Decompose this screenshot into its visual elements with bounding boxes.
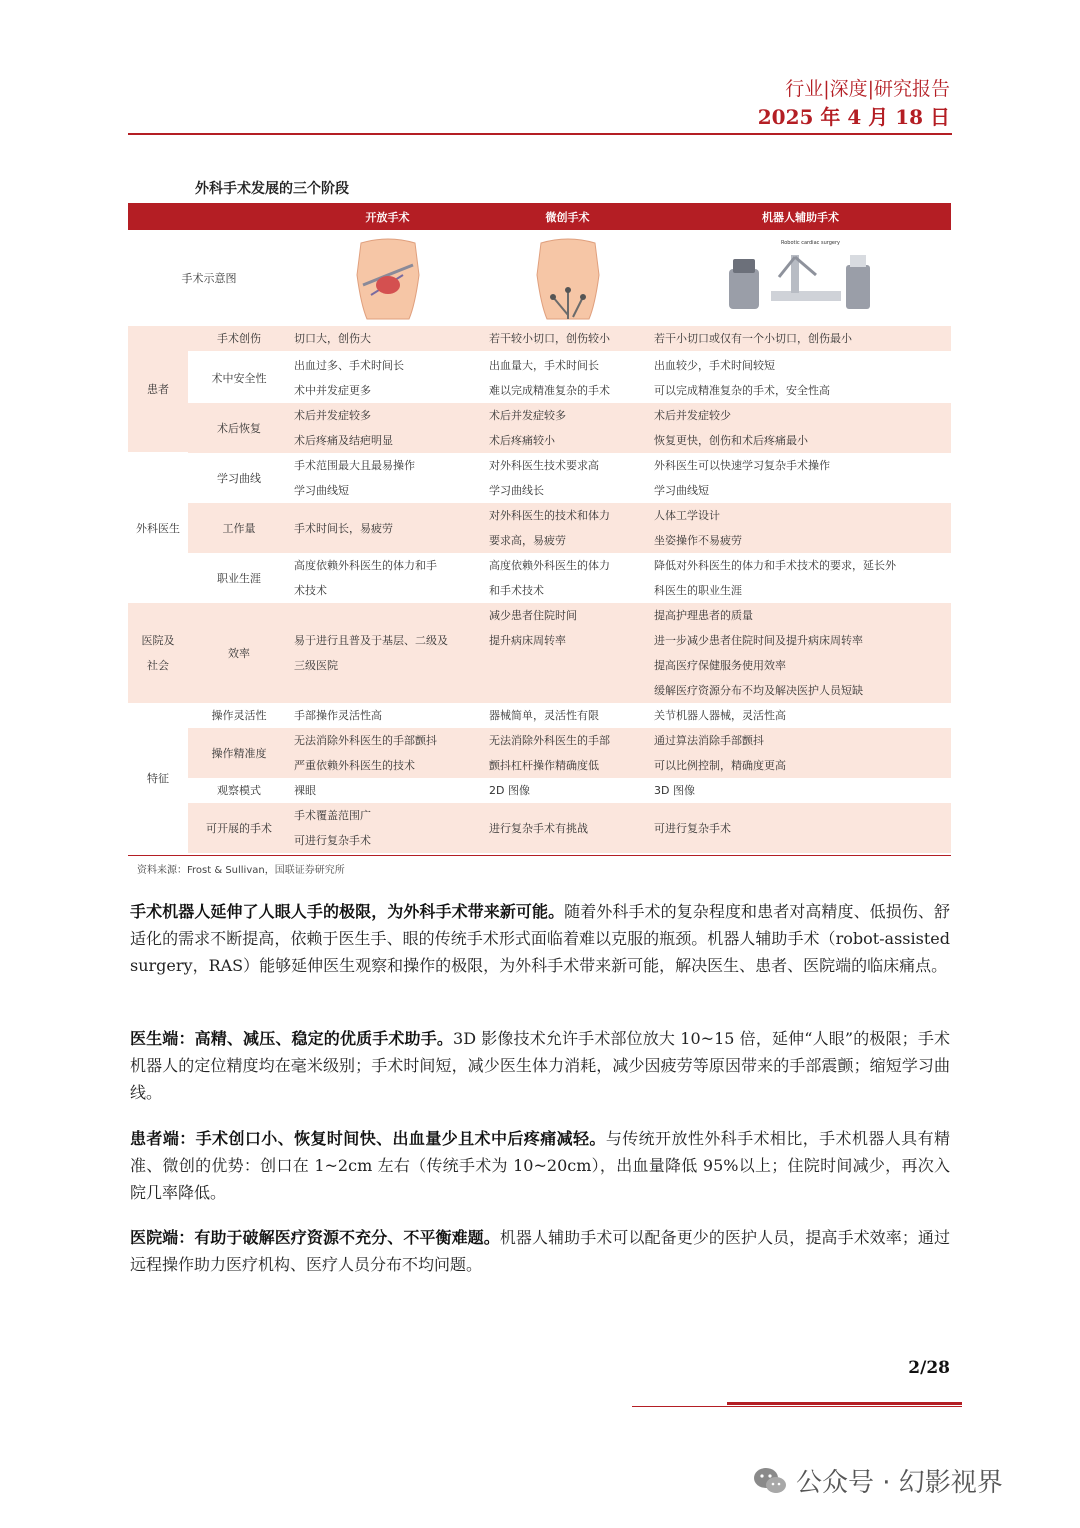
report-type: 行业|深度|研究报告 (785, 78, 950, 100)
header-divider (128, 133, 952, 135)
table-row: 工作量 手术时间长，易疲劳 对外科医生的技术和体力 要求高，易疲劳 人体工学设计 坐姿操作不易疲劳 (128, 503, 951, 553)
table-row: 可开展的手术 手术覆盖范围广 可进行复杂手术 进行复杂手术有挑战 可进行复杂手术 (128, 803, 951, 853)
paragraph-1: 手术机器人延伸了人眼人手的极限，为外科手术带来新可能。随着外科手术的复杂程度和患者对高精度、低损伤、舒适化的需求不断提高，依赖于医生手、眼的传统手术形式面临着难以克服的瓶颈。机器人辅助手术（robot-assisted surgery，RAS）能够延伸医生观察和操作的极限，为外科手术带来新可能，解决医生、患者、医院端的临床痛点。 (130, 902, 950, 975)
torso-ports-icon (523, 235, 613, 321)
paragraph-4: 医院端：有助于破解医疗资源不充分、不平衡难题。机器人辅助手术可以配备更少的医护人员，提高手术效率；通过远程操作助力医疗机构、医疗人员分布不均问题。 (130, 1228, 950, 1274)
report-date: 2025 年 4 月 18 日 (757, 105, 950, 129)
paragraph-3: 患者端：手术创口小、恢复时间快、出血量少且术中后疼痛减轻。与传统开放性外科手术相比，手术机器人具有精准、微创的优势：创口在 1~2cm 左右（传统手术为 10~20cm），出血量降低 95%以上；住院时间减少，再次入院几率降低。 (130, 1129, 950, 1202)
minimally-invasive-illustration (489, 235, 646, 321)
watermark (752, 1462, 1003, 1499)
table-header-row (128, 203, 951, 230)
table-title: 外科手术发展的三个阶段 (195, 181, 349, 197)
table-row: 职业生涯 高度依赖外科医生的体力和手 术技术 高度依赖外科医生的体力 和手术技术 降低对外科医生的体力和手术技术的要求，延长外 科医生的职业生涯 (128, 553, 951, 603)
watermark-text: 公众号 · 幻影视界 (796, 1468, 1003, 1498)
robot-system-icon (721, 235, 881, 321)
paragraph-2: 医生端：高精、减压、稳定的优质手术助手。3D 影像技术允许手术部位放大 10~15 倍，延伸“人眼”的极限；手术机器人的定位精度均在毫米级别；手术时间短，减少医生体力消耗，减少因疲劳等原因带来的手部震颤；缩短学习曲线。 (130, 1029, 950, 1102)
open-surgery-illustration (294, 235, 481, 321)
footer-bar (727, 1402, 962, 1405)
table-row: 术中安全性 出血过多、手术时间长 术中并发症更多 出血量大，手术时间长 难以完成精准复杂的手术 出血较少，手术时间较短 可以完成精准复杂的手术，安全性高 (128, 352, 951, 403)
robot-surgery-illustration (654, 235, 947, 321)
table-row: 医院及社会 效率 易于进行且普及于基层、二级及 三级医院 减少患者住院时间 提升病床周转率 提高护理患者的质量 进一步减少患者住院时间及提升病床周转率 提高医疗保健服务使用效率 缓解医疗资源分布不均及解决医护人员短缺 (128, 603, 951, 703)
col-open-surgery: 开放手术 (290, 203, 485, 230)
report-header (758, 76, 950, 132)
illustration-row (128, 230, 951, 326)
torso-icon (343, 235, 433, 321)
table-row: 特征 操作灵活性 手部操作灵活性高 器械简单，灵活性有限 关节机器人器械，灵活性高 (128, 703, 951, 728)
robot-caption: Robotic cardiac surgery (780, 240, 840, 246)
wechat-icon (752, 1466, 788, 1496)
category-surgeon: 外科医生 (128, 453, 188, 603)
col-minimally-invasive: 微创手术 (485, 203, 650, 230)
category-hospital: 医院及社会 (128, 603, 188, 703)
footer-line (632, 1406, 962, 1407)
col-robot-assisted: 机器人辅助手术 (650, 203, 951, 230)
table-bottom-rule (128, 855, 951, 856)
table-row: 外科医生 学习曲线 手术范围最大且最易操作 学习曲线短 对外科医生技术要求高 学习曲线长 外科医生可以快速学习复杂手术操作 学习曲线短 (128, 453, 951, 503)
page-number: 2/28 (908, 1358, 950, 1378)
illustration-label: 手术示意图 (128, 230, 290, 326)
category-patient: 患者 (128, 326, 188, 453)
table-row: 操作精准度 无法消除外科医生的手部颤抖 严重依赖外科医生的技术 无法消除外科医生的手部 颤抖杠杆操作精确度低 通过算法消除手部颤抖 可以比例控制，精确度更高 (128, 728, 951, 778)
category-features: 特征 (128, 703, 188, 853)
table-row: 患者 手术创伤 切口大，创伤大 若干较小切口，创伤较小 若干小切口或仅有一个小切口，创伤最小 (128, 326, 951, 352)
comparison-table (128, 203, 951, 853)
table-source: 资料来源：Frost & Sullivan，国联证券研究所 (137, 865, 345, 876)
table-row: 观察模式 裸眼 2D 图像 3D 图像 (128, 778, 951, 803)
table-row: 术后恢复 术后并发症较多 术后疼痛及结疤明显 术后并发症较多 术后疼痛较小 术后并发症较少 恢复更快，创伤和术后疼痛最小 (128, 403, 951, 453)
